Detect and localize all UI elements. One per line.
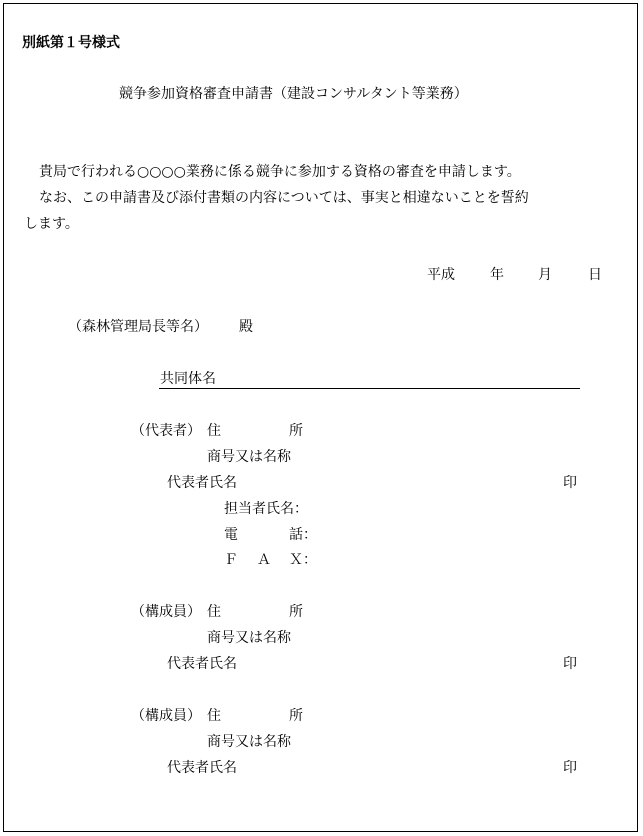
representative-address-label-1: 住 [207,423,221,439]
form-number: 別紙第１号様式 [22,35,120,51]
joint-venture-label: 共同体名 [160,371,216,387]
member-1-company-label: 商号又は名称 [207,630,291,646]
body-line-1: 貴局で行われる○○○○業務に係る競争に参加する資格の審査を申請します。 [39,164,521,180]
joint-venture-underline [159,388,580,389]
document-title: 競争参加資格審査申請書（建設コンサルタント等業務） [119,86,468,102]
date-era: 平成 [427,267,455,283]
member-1-address-label-2: 所 [289,604,303,620]
representative-seal: 印 [563,475,577,491]
fax-label-3: Ｘ： [289,552,317,568]
body-line-2: なお、この申請書及び添付書類の内容については、事実と相違ないことを誓約 [39,190,529,206]
representative-company-label: 商号又は名称 [207,449,291,465]
addressee-honorific: 殿 [239,319,253,335]
fax-label-1: Ｆ [224,552,238,568]
member-1-role: （構成員） [131,604,201,620]
fax-label-2: Ａ [257,552,271,568]
member-2-company-label: 商号又は名称 [207,734,291,750]
member-2-address-label-1: 住 [207,708,221,724]
representative-address-label-2: 所 [289,423,303,439]
member-1-seal: 印 [563,656,577,672]
body-line-3: します。 [24,216,79,232]
contact-person-label: 担当者氏名： [224,501,308,517]
member-2-role: （構成員） [131,708,201,724]
date-year: 年 [490,267,504,283]
representative-role: （代表者） [131,423,201,439]
representative-name-label: 代表者氏名 [167,475,237,491]
document-frame [3,3,638,832]
member-1-address-label-1: 住 [207,604,221,620]
member-2-name-label: 代表者氏名 [167,760,237,776]
date-day: 日 [588,267,602,283]
member-2-address-label-2: 所 [289,708,303,724]
addressee-name: （森林管理局長等名） [68,319,208,335]
member-1-name-label: 代表者氏名 [167,656,237,672]
member-2-seal: 印 [563,760,577,776]
date-month: 月 [538,267,552,283]
phone-label-2: 話： [289,527,317,543]
phone-label-1: 電 [224,527,238,543]
